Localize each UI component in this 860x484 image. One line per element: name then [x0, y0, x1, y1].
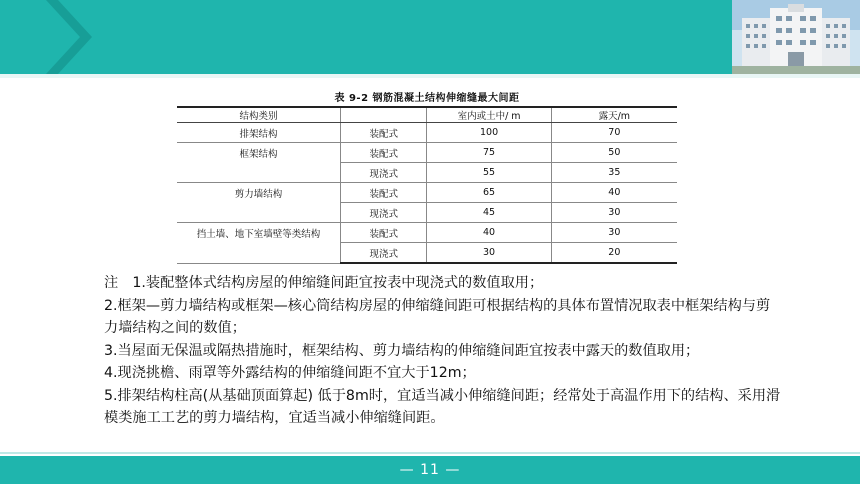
- table-row: [177, 123, 677, 143]
- table-cell: 55: [427, 163, 551, 183]
- table-cell: 现浇式: [340, 163, 426, 183]
- chevron-shape-icon: [0, 0, 92, 74]
- table-cell: 35: [551, 163, 677, 183]
- table-cell: 100: [427, 123, 551, 143]
- table-cell: 20: [551, 243, 677, 264]
- table-cell: 40: [551, 183, 677, 203]
- table-cell: 装配式: [340, 123, 426, 143]
- table-cell: 装配式: [340, 223, 426, 243]
- table-cell: 装配式: [340, 183, 426, 203]
- table-cell: 30: [551, 223, 677, 243]
- table-row: [177, 143, 677, 163]
- table-cell: 50: [551, 143, 677, 163]
- header-cell: [340, 107, 426, 123]
- footer-divider: [0, 452, 860, 454]
- table-cell: 排架结构: [177, 123, 340, 143]
- note-paragraph: 3.当屋面无保温或隔热措施时，框架结构、剪力墙结构的伸缩缝间距宜按表中露天的数值取用；: [104, 342, 700, 359]
- table-cell: 框架结构: [177, 143, 340, 183]
- header-cell: 露天/m: [551, 107, 677, 123]
- note-paragraph: 2.框架—剪力墙结构或框架—核心筒结构房屋的伸缩缝间距可根据结构的具体布置情况取表中框架结构与剪力墙结构之间的数值；: [104, 297, 771, 336]
- header-cell: 室内或土中/ m: [427, 107, 551, 123]
- table-cell: 30: [551, 203, 677, 223]
- header-cell: 结构类别: [177, 107, 340, 123]
- table-cell: 40: [427, 223, 551, 243]
- table-cell: 剪力墙结构: [177, 183, 340, 223]
- spec-table-block: [177, 92, 677, 264]
- header-band: [0, 0, 860, 74]
- table-header-row: [177, 107, 677, 123]
- table-cell: 装配式: [340, 143, 426, 163]
- table-cell: 45: [427, 203, 551, 223]
- note-paragraph: 注 1.装配整体式结构房屋的伸缩缝间距宜按表中现浇式的数值取用；: [104, 275, 544, 291]
- table-row: [177, 223, 677, 243]
- table-cell: 70: [551, 123, 677, 143]
- table-row: [177, 183, 677, 203]
- table-cell: 30: [427, 243, 551, 264]
- building-photo-icon: [732, 0, 860, 74]
- table-cell: 挡土墙、地下室墙壁等类结构: [177, 223, 340, 264]
- table-cell: 现浇式: [340, 203, 426, 223]
- table-cell: 65: [427, 183, 551, 203]
- note-paragraph: 4.现浇挑檐、雨罩等外露结构的伸缩缝间距不宜大于12m；: [104, 365, 476, 381]
- expansion-joint-table: [177, 106, 677, 264]
- note-paragraph: 5.排架结构柱高(从基础顶面算起) 低于8m时，宜适当减小伸缩缝间距；经常处于高温作用下的结构、采用滑模类施工工艺的剪力墙结构，宜适当减小伸缩缝间距。: [104, 387, 781, 426]
- table-cell: 75: [427, 143, 551, 163]
- table-cell: 现浇式: [340, 243, 426, 264]
- header-underline: [0, 74, 860, 78]
- table-caption: 表 9-2 钢筋混凝土结构伸缩缝最大间距: [334, 93, 520, 104]
- notes-block: [104, 272, 784, 430]
- page-number: — 11 —: [399, 462, 461, 478]
